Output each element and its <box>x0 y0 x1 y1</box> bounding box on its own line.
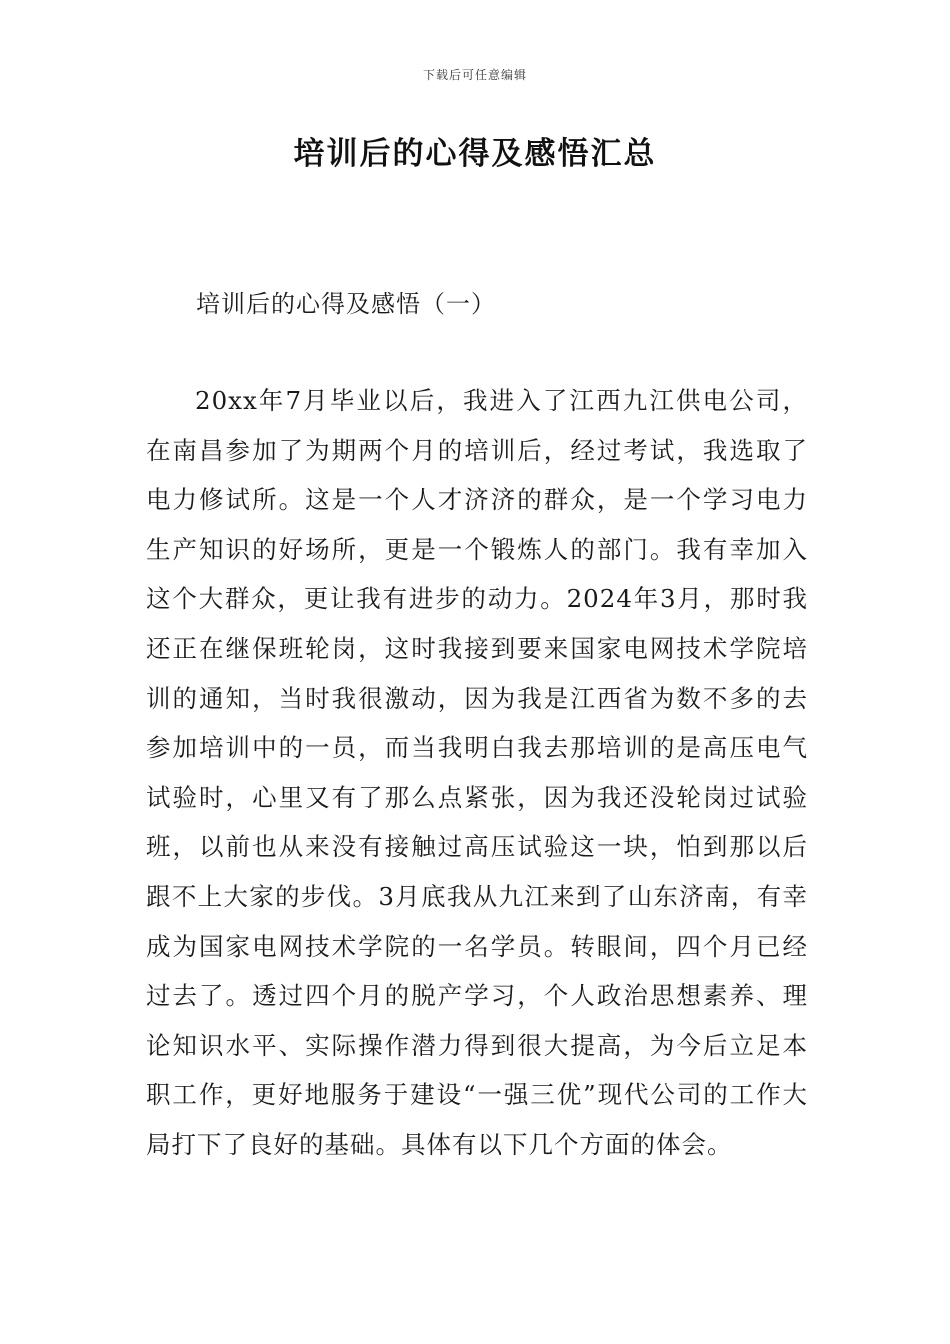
header-note: 下载后可任意编辑 <box>422 68 527 82</box>
body-paragraph: 20xx年7月毕业以后，我进入了江西九江供电公司，在南昌参加了为期两个月的培训后，经过考试，我选取了电力修试所。这是一个人才济济的群众，是一个学习电力生产知识的好场所，更是一个锻炼人的部门。我有幸加入这个大群众，更让我有进步的动力。2024年3月，那时我还正在继保班轮岗，这时我接到要来国家电网技术学院培训的通知，当时我很激动，因为我是江西省为数不多的去参加培训中的一员，而当我明白我去那培训的是高压电气试验时，心里又有了那么点紧张，因为我还没轮岗过试验班，以前也从来没有接触过高压试验这一块，怕到那以后跟不上大家的步伐。3月底我从九江来到了山东济南，有幸成为国家电网技术学院的一名学员。转眼间，四个月已经过去了。透过四个月的脱产学习，个人政治思想素养、理论知识水平、实际操作潜力得到很大提高，为今后立足本职工作，更好地服务于建设“一强三优”现代公司的工作大局打下了良好的基础。具体有以下几个方面的体会。 <box>146 386 808 1159</box>
document-title: 培训后的心得及感悟汇总 <box>293 136 657 172</box>
section-heading: 培训后的心得及感悟（一） <box>196 290 496 318</box>
